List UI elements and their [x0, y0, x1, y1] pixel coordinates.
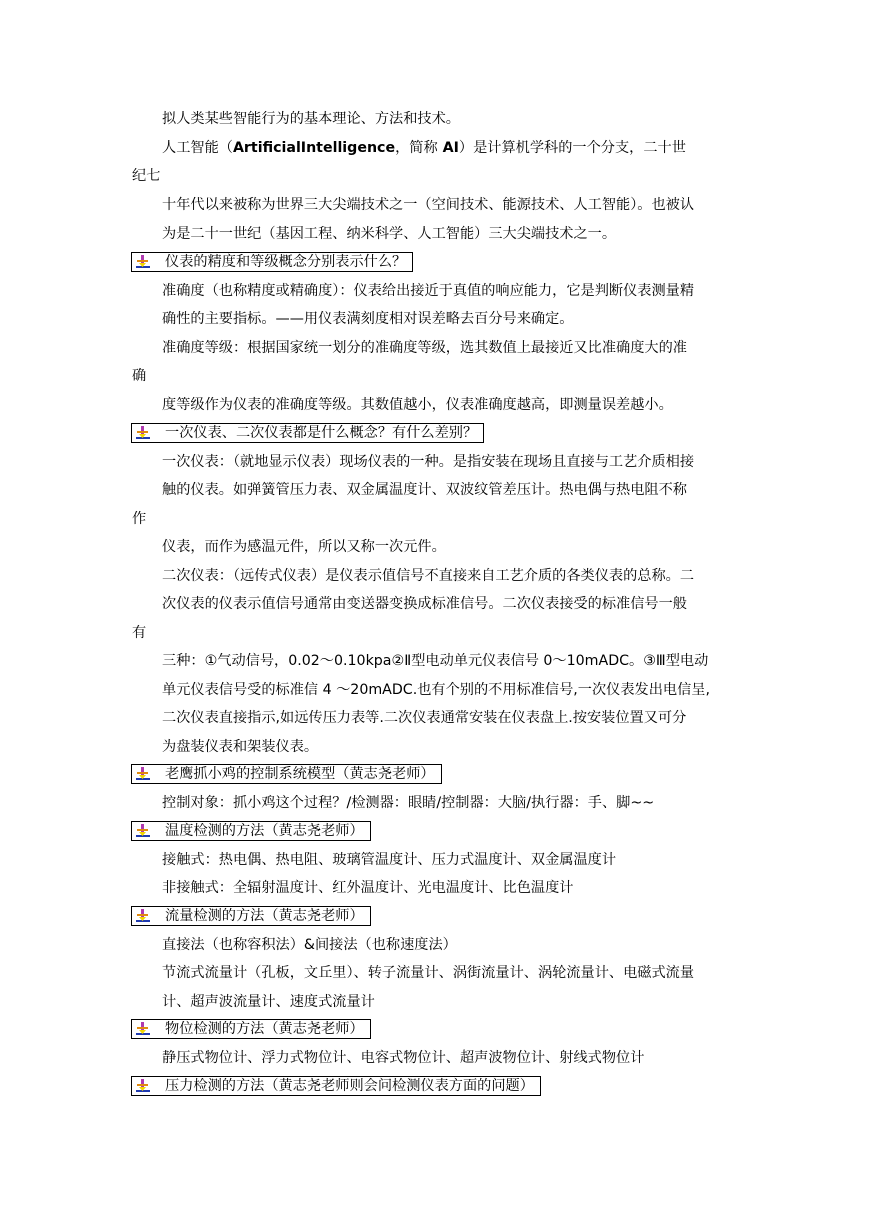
heading-text: 物位检测的方法（黄志尧老师）: [165, 1021, 364, 1037]
text-line: 确: [132, 368, 147, 384]
heading-text: 仪表的精度和等级概念分别表示什么？: [165, 254, 407, 270]
heading-text: 老鹰抓小鸡的控制系统模型（黄志尧老师）: [165, 766, 435, 782]
text-line: 为盘装仪表和架装仪表。: [162, 739, 319, 755]
text-line: 度等级作为仪表的准确度等级。其数值越小，仪表准确度越高，即测量误差越小。: [162, 397, 673, 413]
arrow-down-marker-icon: [135, 255, 151, 269]
text-run: ，简称: [395, 140, 438, 156]
text-line: 次仪表的仪表示值信号通常由变送器变换成标准信号。二次仪表接受的标准信号一般: [162, 596, 687, 612]
question-heading: [131, 1076, 541, 1096]
text-line: 节流式流量计（孔板，文丘里）、转子流量计、涡街流量计、涡轮流量计、电磁式流量: [162, 965, 695, 981]
text-line: 仪表，而作为感温元件，所以又称一次元件。: [162, 539, 446, 555]
arrow-down-marker-icon: [135, 909, 151, 923]
text-line: 十年代以来被称为世界三大尖端技术之一（空间技术、能源技术、人工智能）。也被认: [162, 197, 695, 213]
text-line: 有: [132, 625, 147, 641]
text-line: 计、超声波流量计、速度式流量计: [162, 994, 375, 1010]
text-line: 为是二十一世纪（基因工程、纳米科学、人工智能）三大尖端技术之一。: [162, 226, 617, 242]
text-line: 准确度（也称精度或精确度）：仪表给出接近于真值的响应能力，它是判断仪表测量精: [162, 283, 695, 299]
text-line: 静压式物位计、浮力式物位计、电容式物位计、超声波物位计、射线式物位计: [162, 1050, 645, 1066]
question-heading: [131, 423, 484, 443]
text-line: 直接法（也称容积法）&间接法（也称速度法）: [162, 937, 457, 953]
text-line: 单元仪表信号受的标准信 4 ～20mADC.也有个别的不用标准信号,一次仪表发出电信呈,: [162, 682, 710, 698]
question-heading: [131, 1019, 371, 1039]
arrow-down-marker-icon: [135, 1022, 151, 1036]
text-run-bold: ArtificialIntelligence: [232, 140, 396, 156]
question-heading: [131, 906, 371, 926]
arrow-down-marker-icon: [135, 767, 151, 781]
text-line: 一次仪表：（就地显示仪表）现场仪表的一种。是指安装在现场且直接与工艺介质相接: [162, 454, 695, 470]
text-line: 三种：①气动信号，0.02～0.10kpa②Ⅱ型电动单元仪表信号 0～10mADC。③Ⅲ型电动: [162, 653, 709, 669]
text-line: 非接触式：全辐射温度计、红外温度计、光电温度计、比色温度计: [162, 880, 574, 896]
arrow-down-marker-icon: [135, 426, 151, 440]
question-heading: [131, 252, 413, 272]
text-line: 二次仪表：（远传式仪表）是仪表示值信号不直接来自工艺介质的各类仪表的总称。二: [162, 568, 695, 584]
arrow-down-marker-icon: [135, 824, 151, 838]
text-line: 控制对象：抓小鸡这个过程？/检测器：眼睛/控制器：大脑/执行器：手、脚~~: [162, 795, 655, 811]
text-run-bold: AI: [437, 140, 459, 156]
question-heading: [131, 764, 442, 784]
text-line: 二次仪表直接指示,如远传压力表等.二次仪表通常安装在仪表盘上.按安装位置又可分: [162, 710, 687, 726]
text-run: 人工智能（: [162, 140, 233, 156]
text-line: [162, 138, 686, 158]
text-line: 确性的主要指标。——用仪表满刻度相对误差略去百分号来确定。: [162, 311, 574, 327]
text-line: 触的仪表。如弹簧管压力表、双金属温度计、双波纹管差压计。热电偶与热电阻不称: [162, 482, 687, 498]
arrow-down-marker-icon: [135, 1079, 151, 1093]
text-line: 拟人类某些智能行为的基本理论、方法和技术。: [162, 111, 460, 127]
text-line: 作: [132, 511, 147, 527]
heading-text: 温度检测的方法（黄志尧老师）: [165, 823, 364, 839]
heading-text: 流量检测的方法（黄志尧老师）: [165, 908, 364, 924]
text-run: ）是计算机学科的一个分支，二十世: [458, 140, 686, 156]
heading-text: 一次仪表、二次仪表都是什么概念？有什么差别？: [165, 425, 478, 441]
text-line: 准确度等级：根据国家统一划分的准确度等级，选其数值上最接近又比准确度大的准: [162, 340, 687, 356]
text-line: 接触式：热电偶、热电阻、玻璃管温度计、压力式温度计、双金属温度计: [162, 852, 617, 868]
text-line: 纪七: [132, 168, 161, 184]
question-heading: [131, 821, 371, 841]
heading-text: 压力检测的方法（黄志尧老师则会问检测仪表方面的问题）: [165, 1078, 534, 1094]
